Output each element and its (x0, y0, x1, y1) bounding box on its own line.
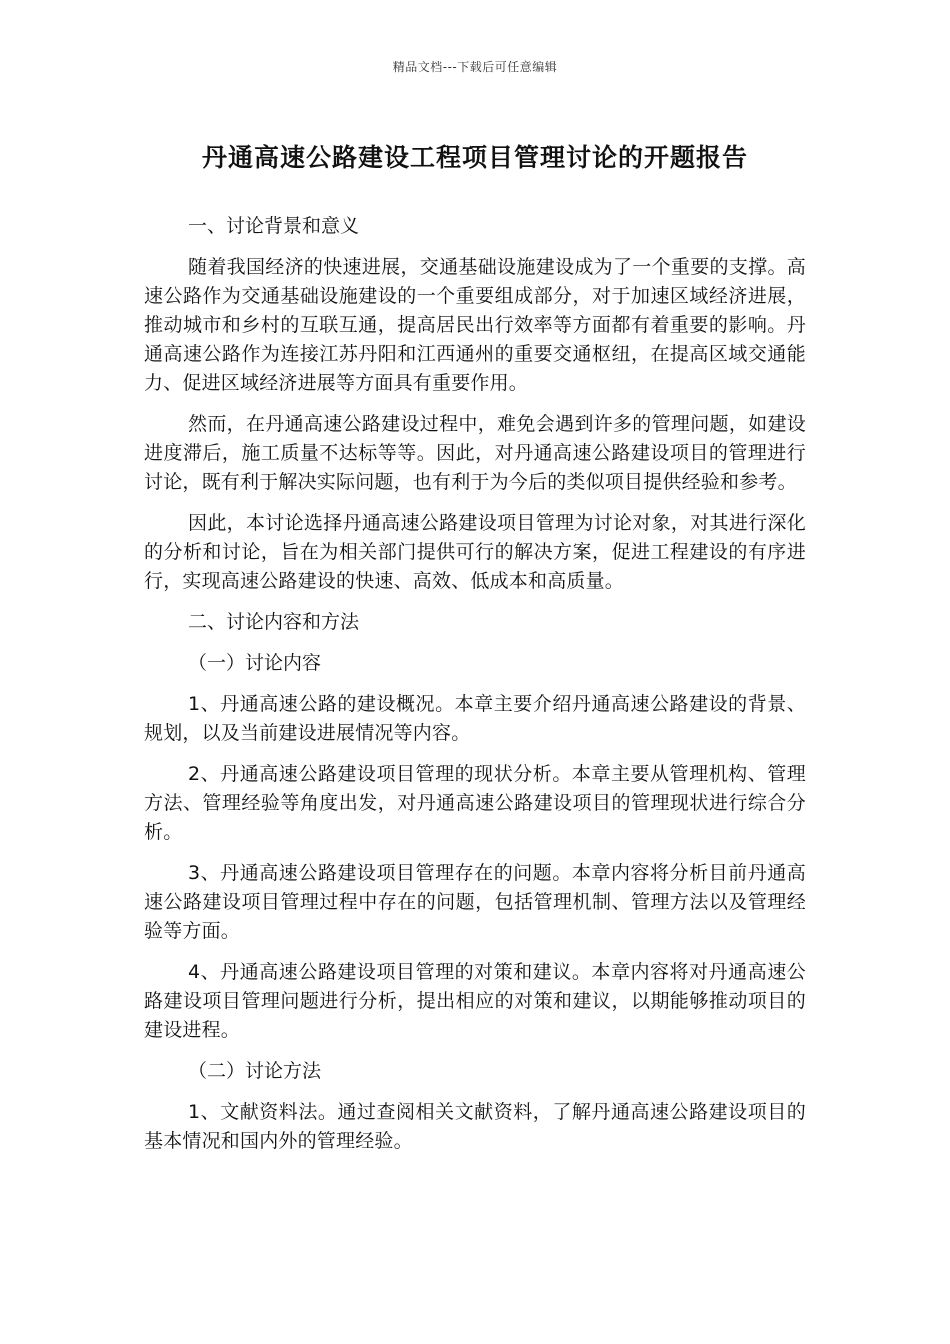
page-header-note: 精品文档---下载后可任意编辑 (392, 60, 558, 74)
content-item-1: 1、丹通高速公路的建设概况。本章主要介绍丹通高速公路建设的背景、规划，以及当前建设进展情况等内容。 (144, 693, 806, 744)
paragraph-background-1: 随着我国经济的快速进展，交通基础设施建设成为了一个重要的支撑。高速公路作为交通基础设施建设的一个重要组成部分，对于加速区域经济进展，推动城市和乡村的互联互通，提高居民出行效率等方面都有着重要的影响。丹通高速公路作为连接江苏丹阳和江西通州的重要交通枢纽，在提高区域交通能力、促进区域经济进展等方面具有重要作用。 (144, 256, 806, 394)
subsection-heading-method: （二）讨论方法 (188, 1060, 322, 1082)
paragraph-background-3: 因此，本讨论选择丹通高速公路建设项目管理为讨论对象，对其进行深化的分析和讨论，旨在为相关部门提供可行的解决方案，促进工程建设的有序进行，实现高速公路建设的快速、高效、低成本和高质量。 (144, 512, 806, 592)
content-item-2: 2、丹通高速公路建设项目管理的现状分析。本章主要从管理机构、管理方法、管理经验等角度出发，对丹通高速公路建设项目的管理现状进行综合分析。 (144, 763, 806, 843)
subsection-heading-content: （一）讨论内容 (188, 652, 322, 674)
section-heading-background: 一、讨论背景和意义 (188, 215, 360, 237)
paragraph-background-2: 然而，在丹通高速公路建设过程中，难免会遇到许多的管理问题，如建设进度滞后，施工质量不达标等等。因此，对丹通高速公路建设项目的管理进行讨论，既有利于解决实际问题，也有利于为今后的类似项目提供经验和参考。 (144, 413, 806, 493)
content-item-3: 3、丹通高速公路建设项目管理存在的问题。本章内容将分析目前丹通高速公路建设项目管理过程中存在的问题，包括管理机制、管理方法以及管理经验等方面。 (144, 862, 806, 942)
document-title: 丹通高速公路建设工程项目管理讨论的开题报告 (201, 143, 748, 172)
section-heading-content-method: 二、讨论内容和方法 (188, 611, 360, 633)
content-item-4: 4、丹通高速公路建设项目管理的对策和建议。本章内容将对丹通高速公路建设项目管理问题进行分析，提出相应的对策和建议，以期能够推动项目的建设进程。 (144, 961, 806, 1041)
document-body (144, 212, 806, 1168)
method-item-1: 1、文献资料法。通过查阅相关文献资料，了解丹通高速公路建设项目的基本情况和国内外的管理经验。 (144, 1101, 806, 1152)
